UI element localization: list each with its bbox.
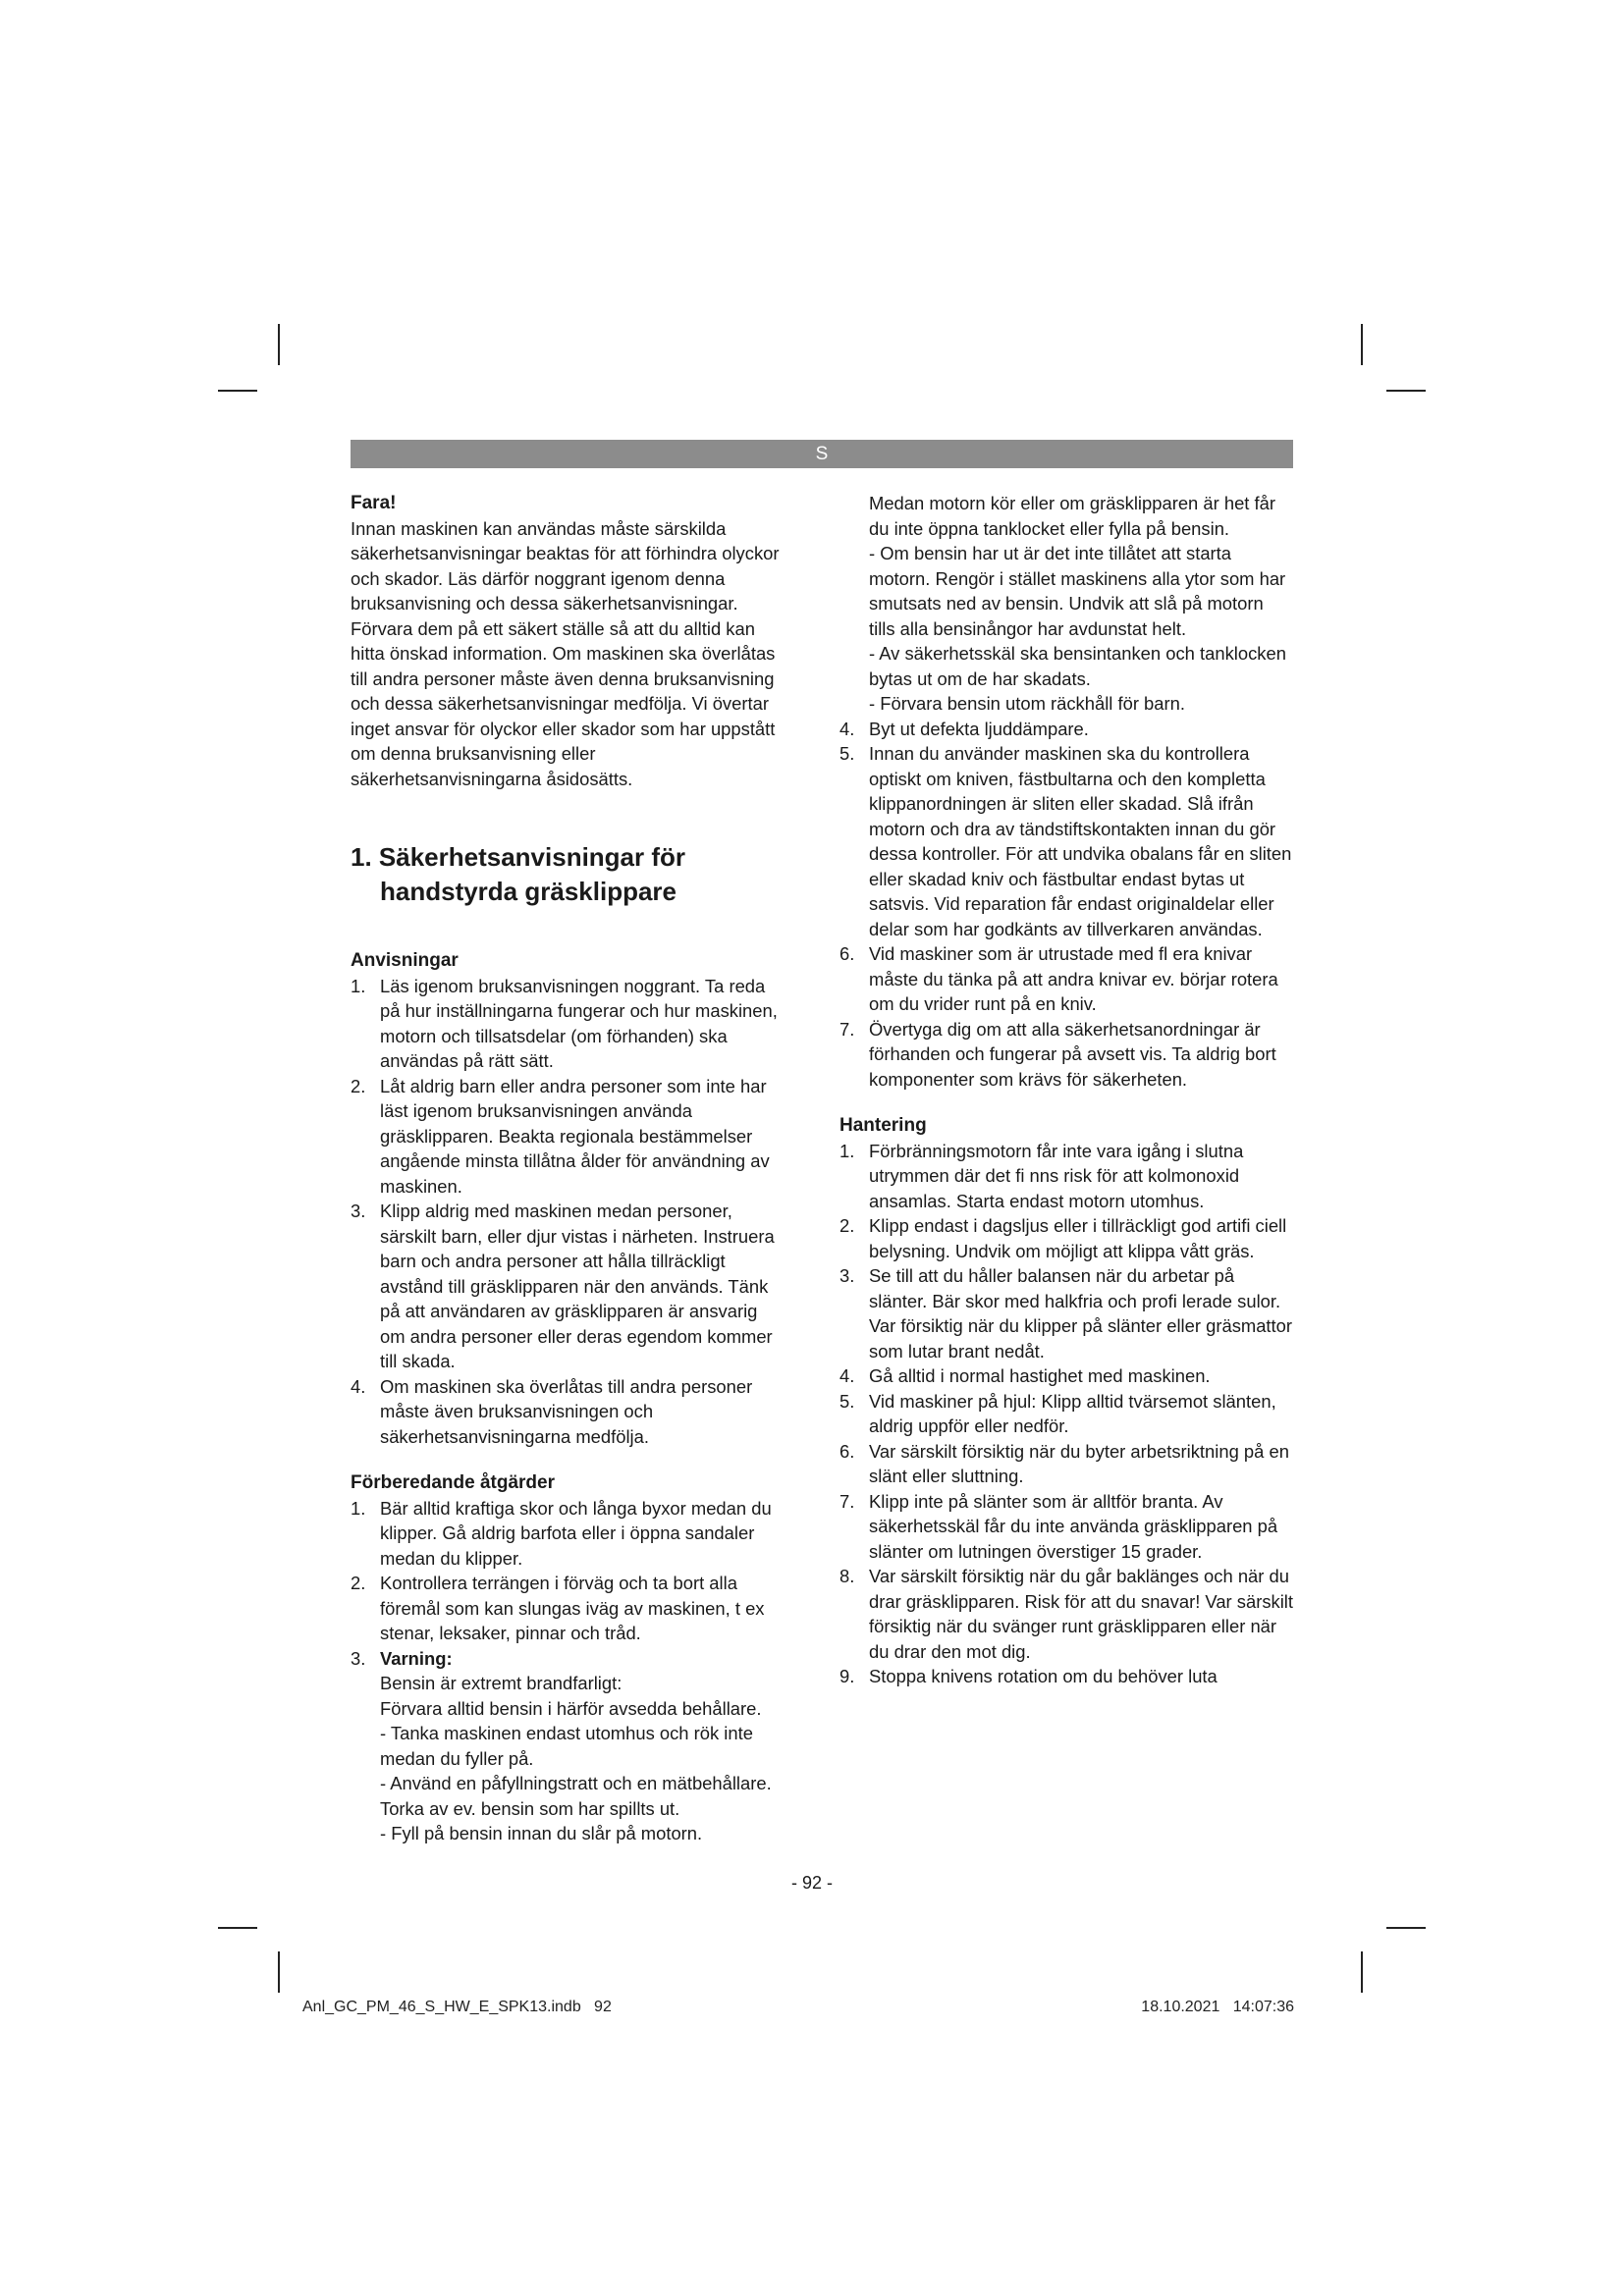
crop-mark-top-right-horizontal <box>1386 390 1426 392</box>
list-item <box>839 1139 1293 1214</box>
list-item <box>351 1199 783 1374</box>
list-item <box>351 974 783 1074</box>
warning-line: Bensin är extremt brandfarligt: <box>380 1673 623 1693</box>
warning-line: - Tanka maskinen endast utomhus och rök inte medan du fyller på. <box>380 1723 753 1769</box>
list-item-number: 9. <box>839 1666 855 1686</box>
warning-item <box>351 1646 783 1846</box>
list-item-text: Gå alltid i normal hastighet med maskinen. <box>869 1365 1211 1386</box>
list-item-text: Övertyga dig om att alla säkerhetsanordningar är förhanden och fungerar på avsett vis. Ta aldrig bort komponenter som krävs för säkerheten. <box>869 1018 1276 1090</box>
anvisningar-heading: Anvisningar <box>351 950 459 971</box>
list-item <box>351 1496 783 1572</box>
crop-mark-bottom-right-vertical <box>1361 1951 1363 1993</box>
list-item-number: 8. <box>839 1566 855 1586</box>
list-item-number: 1. <box>351 975 366 996</box>
list-item-number: 2. <box>839 1215 855 1236</box>
crop-mark-bottom-right-horizontal <box>1386 1927 1426 1929</box>
list-item-number: 4. <box>839 1365 855 1386</box>
list-item-number: 1. <box>351 1497 366 1519</box>
right-column <box>839 491 1293 1689</box>
crop-mark-bottom-left-horizontal <box>218 1927 257 1929</box>
list-item-number: 1. <box>839 1140 855 1161</box>
list-item-number: 3. <box>839 1265 855 1286</box>
list-item-text: Vid maskiner som är utrustade med fl era knivar måste du tänka på att andra knivar ev. börjar rotera om du vrider runt på en kniv. <box>869 943 1278 1014</box>
anvisningar-list <box>351 974 783 1450</box>
list-item <box>839 1489 1293 1565</box>
danger-title: Fara! <box>351 493 397 513</box>
list-item <box>839 1263 1293 1363</box>
list-item <box>351 1374 783 1450</box>
warning-continuation <box>839 491 1293 717</box>
crop-mark-bottom-left-vertical <box>278 1951 280 1993</box>
warning-line: - Om bensin har ut är det inte tillåtet att starta motorn. Rengör i stället maskinens alla ytor som har smutsats ned av bensin. Undvik att slå på motorn tills alla bensinångor har avdunstat helt. <box>869 543 1286 639</box>
list-item-number: 3. <box>351 1647 366 1669</box>
warning-line: - Förvara bensin utom räckhåll för barn. <box>869 693 1185 714</box>
list-item-text: Klipp aldrig med maskinen medan personer, särskilt barn, eller djur vistas i närheten. Instruera barn och andra personer att hålla tillräckligt avstånd till gräsklipparen när den används. Tänk på att användaren av gräsklipparen är ansvarig om andra personer eller deras egendom kommer till skada. <box>380 1201 775 1371</box>
list-item-text: Förbränningsmotorn får inte vara igång i slutna utrymmen där det fi nns risk för att kolmonoxid ansamlas. Starta endast motorn utomhus. <box>869 1140 1244 1211</box>
page-number: - 92 - <box>790 1873 833 1893</box>
crop-mark-top-left-vertical <box>278 324 280 365</box>
list-item <box>839 1439 1293 1489</box>
list-item-text: Om maskinen ska överlåtas till andra personer måste även bruksanvisningen och säkerhetsanvisningarna medfölja. <box>380 1375 753 1447</box>
list-item-text: Var särskilt försiktig när du går baklänges och när du drar gräsklipparen. Risk för att du snavar! Var särskilt försiktig när du svänger runt gräsklipparen eller när du drar den mot dig. <box>869 1566 1293 1662</box>
hantering-heading: Hantering <box>839 1115 927 1136</box>
list-item-number: 6. <box>839 1440 855 1462</box>
warning-line: Förvara alltid bensin i härför avsedda behållare. <box>380 1697 762 1719</box>
list-item <box>839 941 1293 1017</box>
list-item <box>839 1213 1293 1263</box>
warning-title: Varning: <box>380 1647 453 1669</box>
list-item-text: Innan du använder maskinen ska du kontrollera optiskt om kniven, fästbultarna och den kompletta klippanordningen är sliten eller skadad. Slå ifrån motorn och dra av tändstiftskontakten innan du gör dessa kontroller. För att undvika obalans får en sliten eller skadad kniv och fästbultar endast bytas ut satsvis. Vid reparation får endast originaldelar eller delar som har godkänts av tillverkaren användas. <box>869 743 1292 939</box>
list-item-text: Klipp endast i dagsljus eller i tillräckligt god artifi ciell belysning. Undvik om möjligt att klippa vått gräs. <box>869 1215 1287 1261</box>
left-column <box>351 491 783 1846</box>
list-item <box>839 1564 1293 1664</box>
forberedande-list-continued <box>839 717 1293 1093</box>
crop-mark-top-right-vertical <box>1361 324 1363 365</box>
warning-line: Medan motorn kör eller om gräsklipparen är het får du inte öppna tanklocket eller fylla på bensin. <box>869 493 1275 539</box>
list-item-number: 3. <box>351 1201 366 1221</box>
list-item-number: 2. <box>351 1075 366 1096</box>
warning-line: - Av säkerhetsskäl ska bensintanken och tanklocken bytas ut om de har skadats. <box>869 643 1286 689</box>
crop-mark-top-left-horizontal <box>218 390 257 392</box>
warning-line: - Använd en påfyllningstratt och en mätbehållare. Torka av ev. bensin som har spillts ut. <box>380 1773 772 1819</box>
list-item-number: 4. <box>839 718 855 739</box>
list-item-text: Kontrollera terrängen i förväg och ta bort alla föremål som kan slungas iväg av maskinen, t ex stenar, leksaker, pinnar och tråd. <box>380 1573 765 1643</box>
list-item-text: Byt ut defekta ljuddämpare. <box>869 718 1089 739</box>
list-item-text: Läs igenom bruksanvisningen noggrant. Ta reda på hur inställningarna fungerar och hur maskinen, motorn och tillsatsdelar (om förhanden) ska användas på rätt sätt. <box>380 975 778 1071</box>
list-item-text: Låt aldrig barn eller andra personer som inte har läst igenom bruksanvisningen använda gräsklipparen. Beakta regionala bestämmelser angående minsta tillåtna ålder för användning av maskinen. <box>380 1075 770 1197</box>
list-item-text: Var särskilt försiktig när du byter arbetsriktning på en slänt eller sluttning. <box>869 1440 1289 1486</box>
list-item-number: 7. <box>839 1018 855 1040</box>
list-item <box>351 1571 783 1646</box>
list-item <box>839 1363 1293 1389</box>
list-item <box>839 1389 1293 1439</box>
list-item-number: 2. <box>351 1573 366 1593</box>
hantering-list <box>839 1139 1293 1689</box>
list-item-number: 5. <box>839 743 855 764</box>
footer-filename: Anl_GC_PM_46_S_HW_E_SPK13.indb 92 <box>302 1999 612 2015</box>
list-item-text: Bär alltid kraftiga skor och långa byxor medan du klipper. Gå aldrig barfota eller i öppna sandaler medan du klipper. <box>380 1497 772 1569</box>
forberedande-list <box>351 1496 783 1846</box>
language-label: S <box>815 444 829 464</box>
list-item-number: 4. <box>351 1375 366 1397</box>
danger-text: Innan maskinen kan användas måste särskilda säkerhetsanvisningar beaktas för att förhindra olyckor och skador. Läs därför noggrant igenom denna bruksanvisning och dessa säkerhetsanvisningar. Förvara dem på ett säkert ställe så att du alltid kan hitta önskad information. Om maskinen ska överlåtas till andra personer måste även denna bruksanvisning och dessa säkerhetsanvisningar medfölja. Vi övertar inget ansvar för olyckor eller skador som har uppstått om denna bruksanvisning eller säkerhetsanvisningarna åsidosätts. <box>351 517 780 789</box>
list-item-number: 7. <box>839 1490 855 1512</box>
list-item-text: Stoppa knivens rotation om du behöver luta <box>869 1666 1218 1686</box>
list-item-text: Se till att du håller balansen när du arbetar på slänter. Bär skor med halkfria och profi lerade sulor. Var försiktig när du klipper på slänter eller gräsmattor som lutar brant nedåt. <box>869 1265 1293 1362</box>
list-item-text: Vid maskiner på hjul: Klipp alltid tvärsemot slänten, aldrig uppför eller nedför. <box>869 1390 1276 1436</box>
warning-line: - Fyll på bensin innan du slår på motorn. <box>380 1823 703 1843</box>
list-item <box>839 1664 1293 1689</box>
section-title: 1. Säkerhetsanvisningar för handstyrda gräsklippare <box>351 842 686 906</box>
forberedande-heading: Förberedande åtgärder <box>351 1472 555 1493</box>
list-item-text: Klipp inte på slänter som är alltför branta. Av säkerhetsskäl får du inte använda gräsklipparen på slänter om lutningen överstiger 15 grader. <box>869 1490 1278 1562</box>
list-item-number: 5. <box>839 1390 855 1412</box>
list-item <box>839 741 1293 941</box>
list-item-number: 6. <box>839 943 855 964</box>
list-item <box>839 1017 1293 1093</box>
language-header-bar <box>351 440 1293 468</box>
footer-datetime: 18.10.2021 14:07:36 <box>1141 1999 1294 2015</box>
list-item <box>839 717 1293 742</box>
list-item <box>351 1074 783 1200</box>
